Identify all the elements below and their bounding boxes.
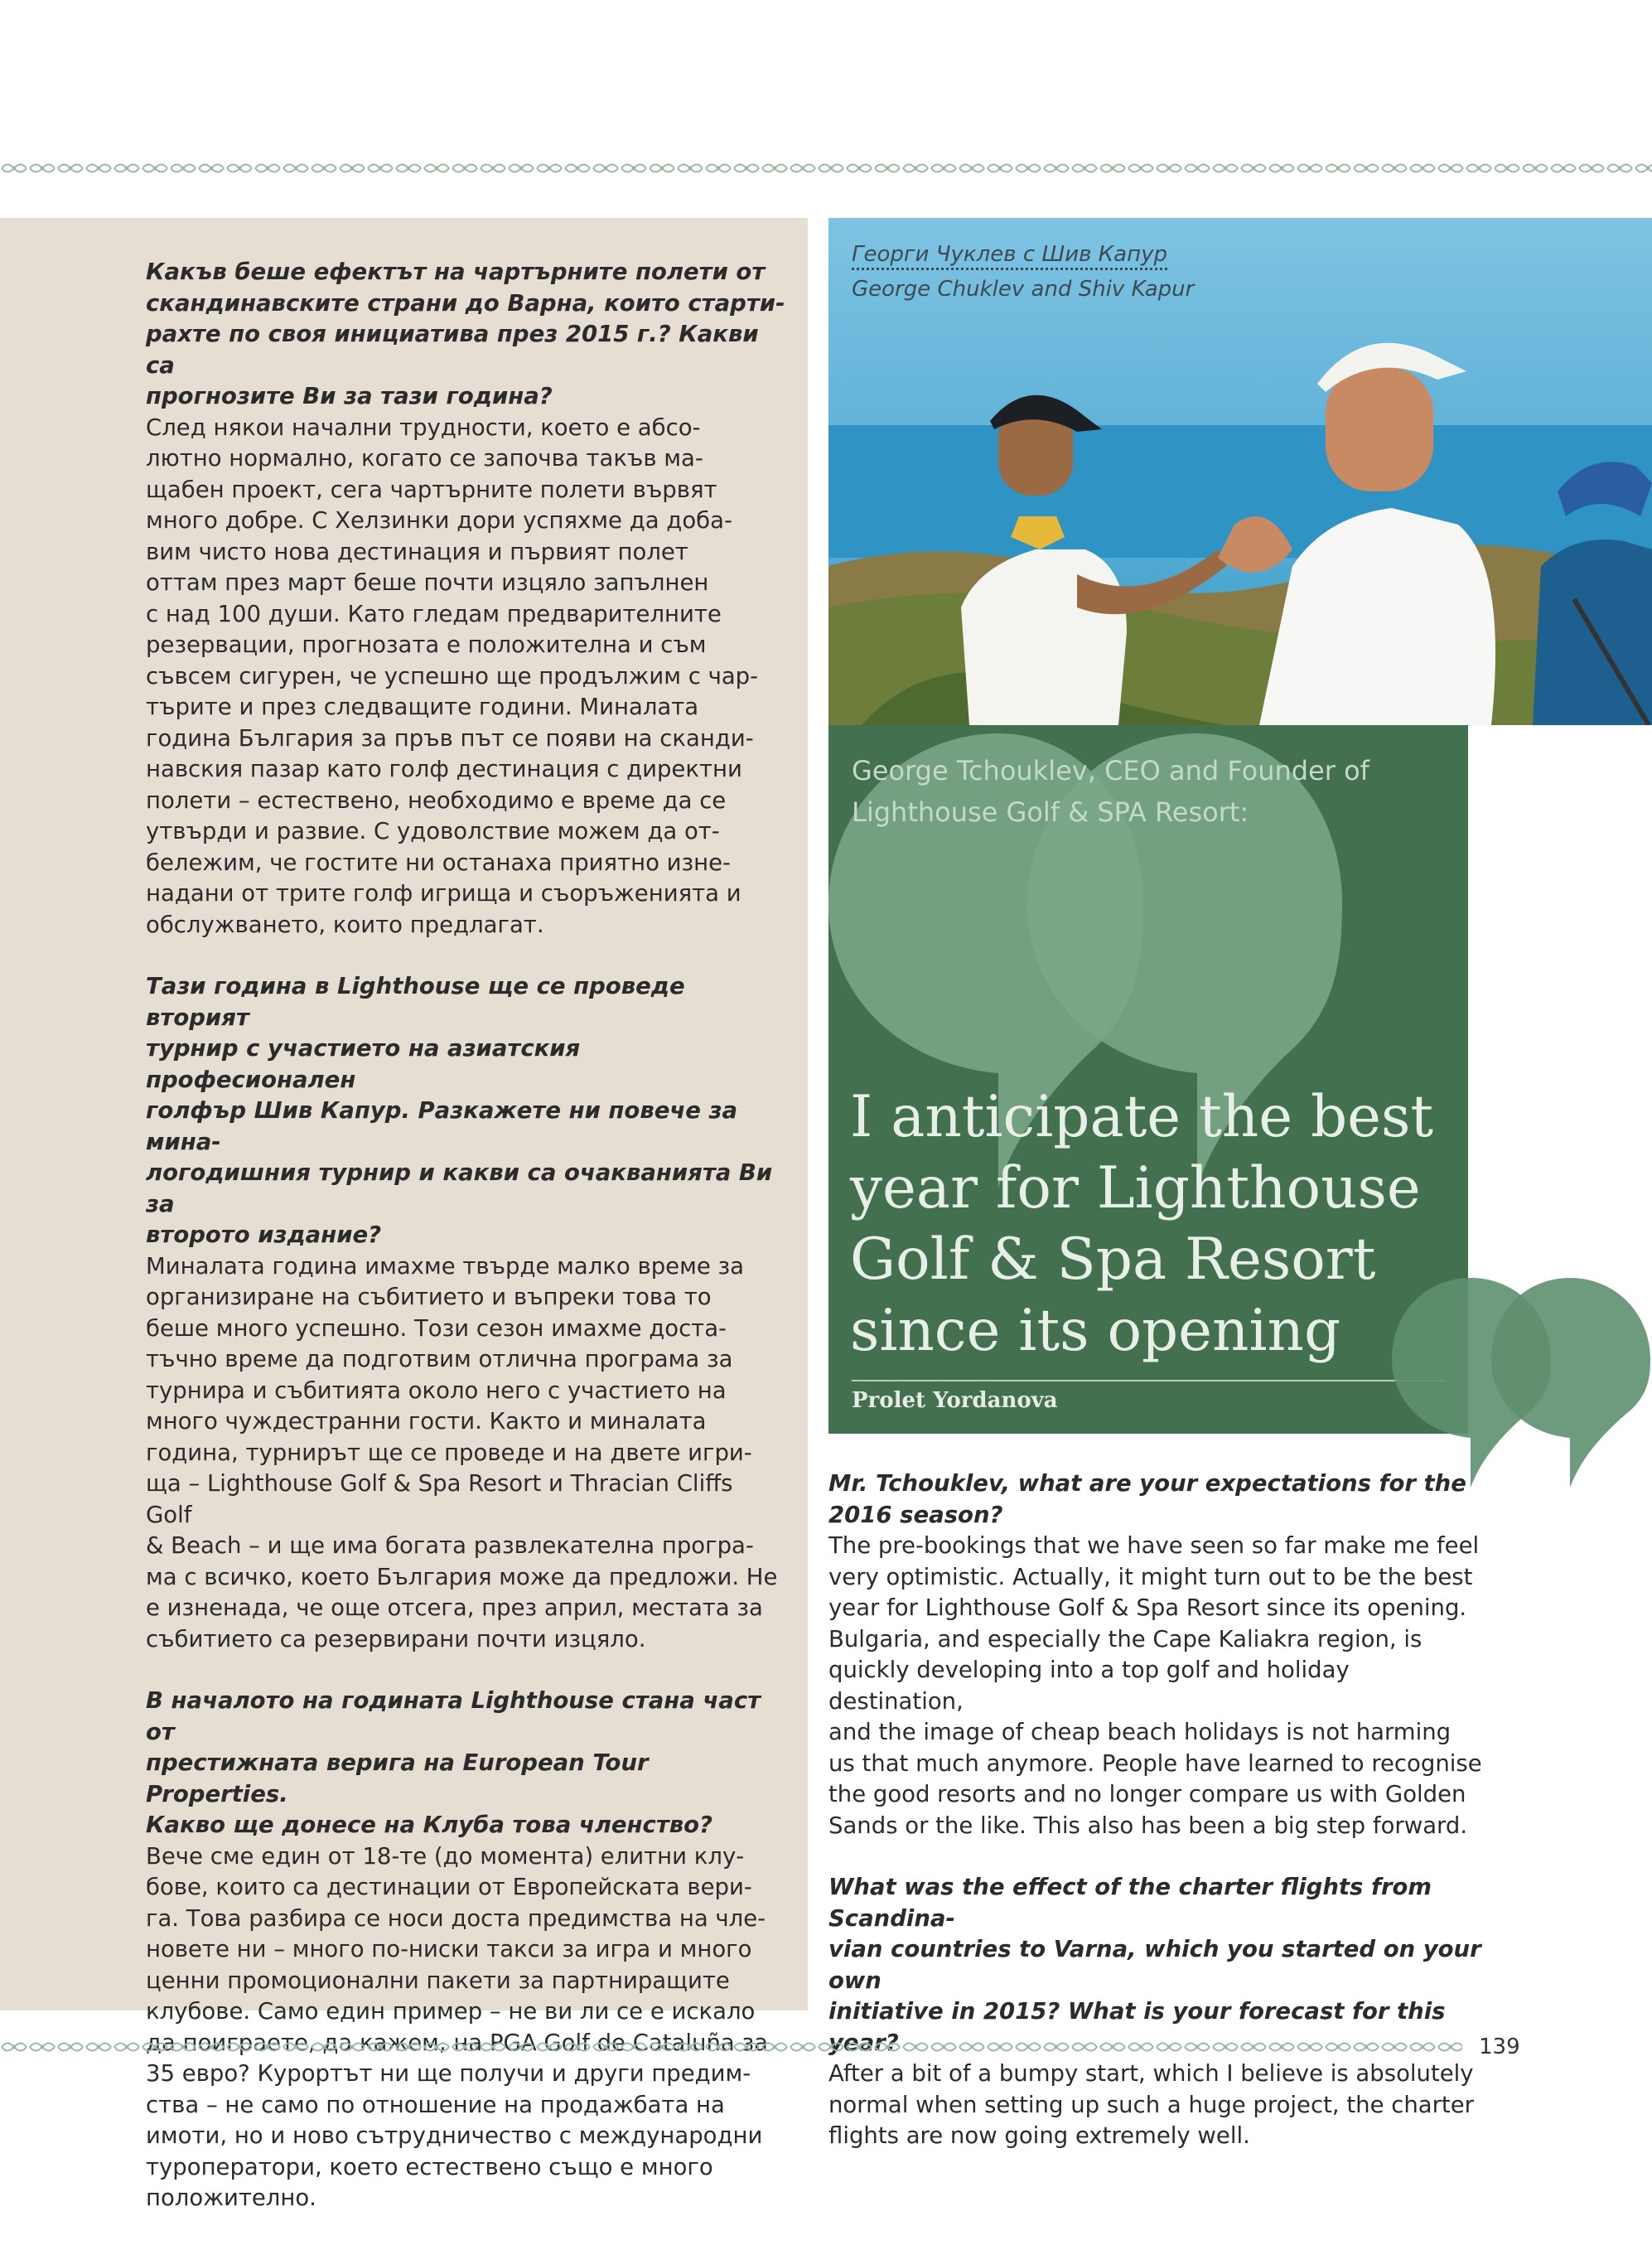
page-number: 139 [1479, 2035, 1520, 2059]
bottom-ornament-border [0, 2035, 1462, 2059]
author-byline: Prolet Yordanova [852, 1388, 1058, 1413]
interview-qa-block [146, 971, 785, 1655]
caption-english: George Chuklev and Shiv Kapur [852, 277, 1195, 302]
closing-quote-icon [1392, 1276, 1652, 1495]
ornament-pattern [0, 2035, 1462, 2059]
pull-quote-box [828, 725, 1468, 1434]
interview-question: Тази година в Lighthouse ще се проведе вторият турнир с участието на азиатския професионален голфър Шив Капур. Разкажете ни повече за мина- логодишния турнир и какви са очакванията Ви за второто издание? [146, 973, 773, 1248]
english-column [828, 1468, 1483, 2183]
interview-qa-block [146, 1686, 785, 2214]
interview-answer: The pre-bookings that we have seen so far make me feel very optimistic. Actually, it might turn out to be the best year for Lighthouse Golf & Spa Resort since its opening. Bulgaria, and especially the Cape Kaliakra region, is quickly developing into a top golf and holiday destination, and the image of cheap beach holidays is not harming us that much anymore. People have learned to recognise the good resorts and no longer compare us with Golden Sands or the like. This also has been a big step forward. [828, 1532, 1482, 1839]
interview-question: В началото на годината Lighthouse стана част от престижната верига на European Tour Properties. Какво ще донесе на Клуба това членство? [146, 1687, 761, 1838]
pull-quote-intro: George Tchouklev, CEO and Founder of Lighthouse Golf & SPA Resort: [852, 755, 1369, 828]
interview-answer: Миналата година имахме твърде малко време за организиране на събитието и въпреки това то беше много успешно. Този сезон имахме доста- тъчно време да подготвим отлична програма за турнира и събитията около него с участието на много чуждестранни гости. Както и миналата година, турнирът ще се проведе и на двете игри- ща – Lighthouse Golf & Spa Resort и Thracian Cliffs Golf & Beach – и ще има богата развлекателна програ- ма с всичко, което България може да предложи. Не е изненада, че още отсега, през април, местата за събитието са резервирани почти изцяло. [146, 1252, 778, 1652]
interview-answer: Вече сме един от 18-те (до момента) елитни клу- бове, които са дестинации от Европейската вери- га. Това разбира се носи доста предимства на чле- новете ни – много по-ниски такси за игра и много ценни промоционални пакети за партниращите клубове. Само един пример – не ви ли се е искало 35 евро? Курортът ни ще получи и други предим- ства – не само по отношение на продажбата на имоти, но и ново сътрудничество с международни туроператори, което естествено също е много положително. [146, 1842, 766, 2211]
caption-bulgarian: Георги Чуклев с Шив Капур [852, 242, 1167, 270]
bulgarian-column [146, 257, 785, 2245]
interview-question: Какъв беше ефектът на чартърните полети от скандинавските страни до Варна, които старти- рахте по своя инициатива през 2015 г.? Какви са прогнозите Ви за тази година? [146, 259, 785, 409]
pull-quote-divider [852, 1380, 1446, 1381]
ornament-pattern [0, 156, 1652, 181]
interview-answer: След някои начални трудности, което е абсо- лютно нормално, когато се започва такъв ма- щабен проект, сега чартърните полети вървят много добре. С Хелзинки дори успяхме да доба- вим чисто нова дестинация и първият полет оттам през март беше почти изцяло запълнен с над 100 души. Като гледам предварителните резервации, прогнозата е положителна и съм съвсем сигурен, че успешно ще продължим с чар- търите и през следващите години. Миналата година България за пръв път се появи на сканди- навския пазар като голф дестинация с директни полети – естествено, необходимо е време да се утвърди и развие. С удоволствие можем да от- бележим, че гостите ни останаха приятно изне- надани от трите голф игрища и съоръженията и обслужването, които предлагат. [146, 414, 759, 938]
closing-quote-shapes [1392, 1276, 1652, 1492]
photo-caption [852, 237, 1194, 307]
interview-qa-block [146, 257, 785, 941]
interview-question: What was the effect of the charter flights from Scandina- vian countries to Varna, which you started on your own initiative in 2015? What is your forecast for this [828, 1874, 1481, 2025]
interview-answer: After a bit of a bumpy start, which I believe is absolutely normal when setting up such a huge project, the charter flights are now going extremely well. [828, 2060, 1474, 2149]
interview-question: Mr. Tchouklev, what are your expectations for the 2016 season? [828, 1470, 1466, 1528]
pull-quote-text: I anticipate the best year for Lighthouse Golf & Spa Resort since its opening [850, 1084, 1434, 1364]
top-ornament-border [0, 156, 1652, 181]
